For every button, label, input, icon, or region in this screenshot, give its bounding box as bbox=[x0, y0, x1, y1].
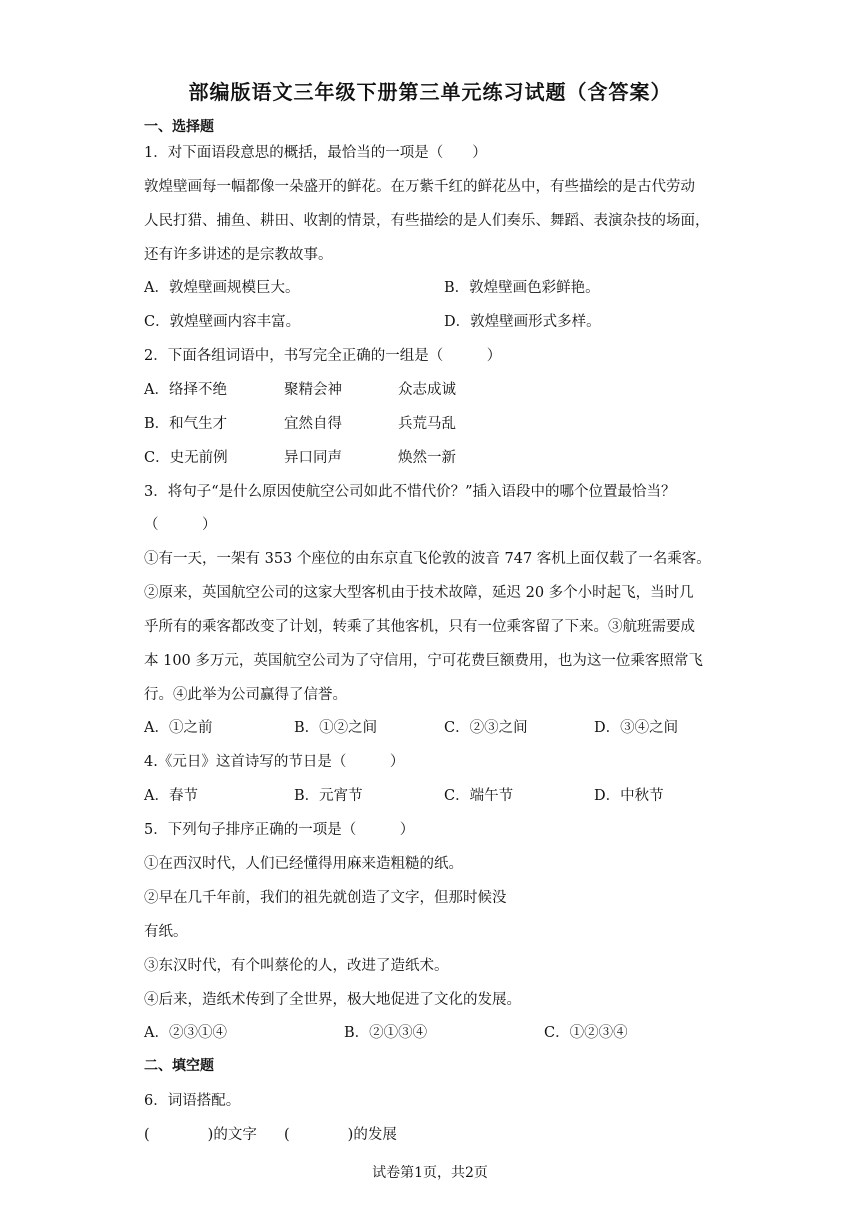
question-1-passage-line: 敦煌壁画每一幅都像一朵盛开的鲜花。在万紫千红的鲜花丛中，有些描绘的是古代劳动 bbox=[144, 179, 695, 195]
page-title: 部编版语文三年级下册第三单元练习试题（含答案） bbox=[188, 80, 672, 104]
question-4-stem: 4.《元日》这首诗写的节日是（ ） bbox=[144, 754, 405, 770]
question-1-passage-line: 还有许多讲述的是宗教故事。 bbox=[144, 247, 333, 263]
question-2-word: 异口同声 bbox=[284, 450, 342, 466]
question-1-stem: 1．对下面语段意思的概括，最恰当的一项是（ ） bbox=[144, 145, 487, 161]
question-3-answer-paren: （ ） bbox=[144, 517, 217, 533]
question-6-blank-2[interactable]: ( )的发展 bbox=[284, 1127, 397, 1143]
question-2-word: 焕然一新 bbox=[398, 450, 456, 466]
question-2-option-c[interactable]: C．史无前例 bbox=[144, 450, 228, 466]
question-5-option-a[interactable]: A．②③①④ bbox=[144, 1025, 227, 1041]
question-3-stem: 3．将句子“是什么原因使航空公司如此不惜代价？”插入语段中的哪个位置最恰当？ bbox=[144, 484, 676, 500]
question-2-option-b[interactable]: B．和气生才 bbox=[144, 416, 228, 432]
question-2-word: 兵荒马乱 bbox=[398, 416, 456, 432]
question-3-passage-line: 行。④此举为公司赢得了信誉。 bbox=[144, 687, 347, 703]
question-5-sentence: ①在西汉时代，人们已经懂得用麻来造粗糙的纸。 bbox=[144, 856, 463, 872]
question-2-word: 宜然自得 bbox=[284, 416, 342, 432]
question-4-option-b[interactable]: B．元宵节 bbox=[294, 788, 363, 804]
question-4-option-d[interactable]: D．中秋节 bbox=[594, 788, 664, 804]
question-2-stem: 2．下面各组词语中，书写完全正确的一组是（ ） bbox=[144, 348, 502, 364]
question-1-option-d[interactable]: D．敦煌壁画形式多样。 bbox=[444, 314, 601, 330]
question-5-sentence: ③东汉时代，有个叫蔡伦的人，改进了造纸术。 bbox=[144, 958, 449, 974]
question-1-option-b[interactable]: B．敦煌壁画色彩鲜艳。 bbox=[444, 280, 600, 296]
question-3-option-d[interactable]: D．③④之间 bbox=[594, 720, 679, 736]
question-6-stem: 6．词语搭配。 bbox=[144, 1093, 241, 1109]
question-5-option-c[interactable]: C．①②③④ bbox=[544, 1025, 628, 1041]
question-1-option-c[interactable]: C．敦煌壁画内容丰富。 bbox=[144, 314, 301, 330]
question-1-option-a[interactable]: A．敦煌壁画规模巨大。 bbox=[144, 280, 300, 296]
question-3-passage-line: ①有一天，一架有 353 个座位的由东京直飞伦敦的波音 747 客机上面仅载了一名乘客。 bbox=[144, 551, 711, 567]
question-6-blank-1[interactable]: ( )的文字 bbox=[144, 1127, 257, 1143]
question-1-passage-line: 人民打猎、捕鱼、耕田、收割的情景，有些描绘的是人们奏乐、舞蹈、表演杂技的场面， bbox=[144, 213, 710, 229]
question-5-stem: 5．下列句子排序正确的一项是（ ） bbox=[144, 822, 415, 838]
question-3-option-c[interactable]: C．②③之间 bbox=[444, 720, 528, 736]
question-5-sentence: 有纸。 bbox=[144, 924, 188, 940]
question-2-word: 众志成诚 bbox=[398, 382, 456, 398]
question-3-passage-line: 本 100 多万元，英国航空公司为了守信用，宁可花费巨额费用，也为这一位乘客照常飞 bbox=[144, 653, 703, 669]
question-4-option-a[interactable]: A．春节 bbox=[144, 788, 198, 804]
question-2-option-a[interactable]: A．络择不绝 bbox=[144, 382, 227, 398]
question-3-option-b[interactable]: B．①②之间 bbox=[294, 720, 378, 736]
question-5-sentence: ②早在几千年前，我们的祖先就创造了文字，但那时候没 bbox=[144, 890, 507, 906]
section-heading-fill: 二、填空题 bbox=[144, 1058, 214, 1074]
question-3-passage-line: 乎所有的乘客都改变了计划，转乘了其他客机，只有一位乘客留了下来。③航班需要成 bbox=[144, 619, 695, 635]
question-5-option-b[interactable]: B．②①③④ bbox=[344, 1025, 428, 1041]
page-footer: 试卷第1页，共2页 bbox=[372, 1165, 488, 1181]
question-5-sentence: ④后来，造纸术传到了全世界，极大地促进了文化的发展。 bbox=[144, 992, 521, 1008]
section-heading-choice: 一、选择题 bbox=[144, 119, 214, 135]
question-4-option-c[interactable]: C．端午节 bbox=[444, 788, 514, 804]
question-2-word: 聚精会神 bbox=[284, 382, 342, 398]
question-3-passage-line: ②原来，英国航空公司的这家大型客机由于技术故障，延迟 20 多个小时起飞，当时几 bbox=[144, 585, 694, 601]
question-3-option-a[interactable]: A．①之前 bbox=[144, 720, 213, 736]
